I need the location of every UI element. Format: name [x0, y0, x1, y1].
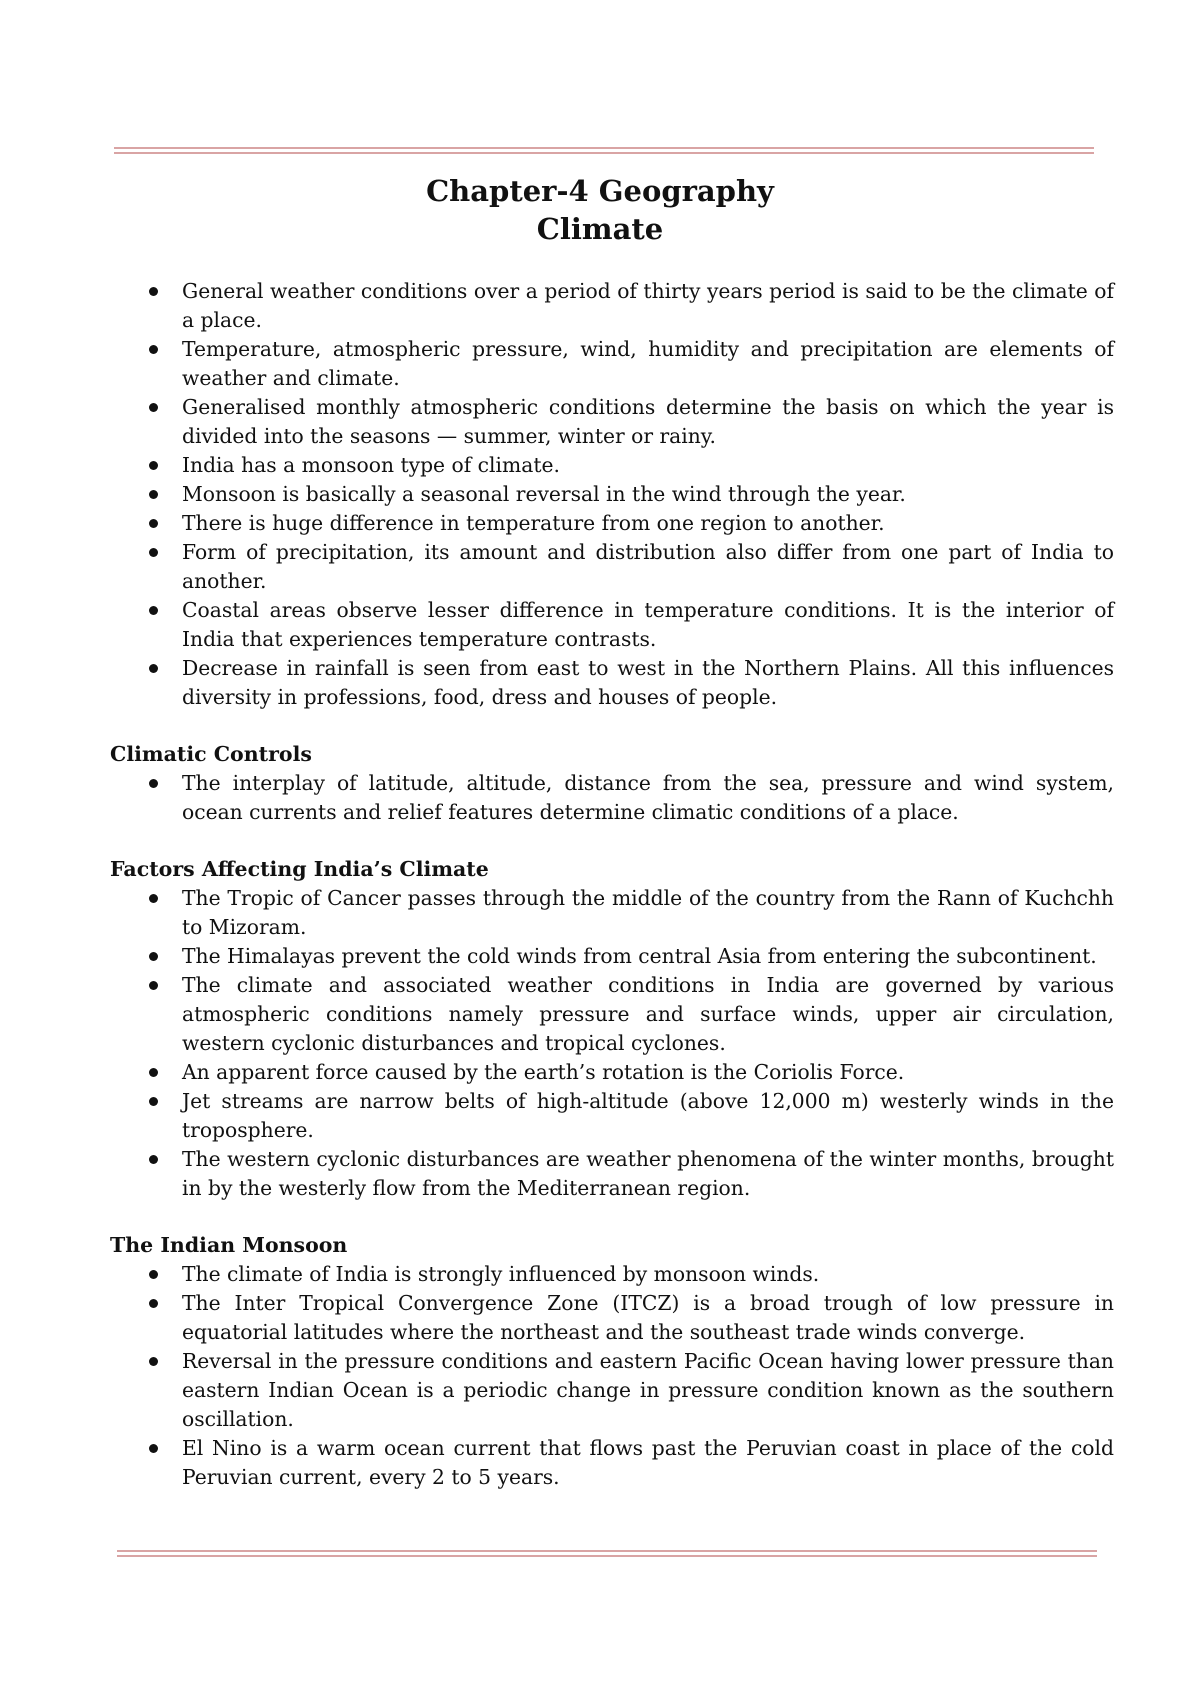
list-item	[110, 480, 1114, 509]
indian-monsoon-list	[110, 1260, 1114, 1492]
list-item	[110, 1058, 1114, 1087]
list-item	[110, 1145, 1114, 1203]
list-item-text: There is huge difference in temperature from one region to another.	[182, 511, 885, 535]
bullet-icon	[149, 1357, 158, 1366]
bullet-icon	[149, 490, 158, 499]
bullet-icon	[149, 952, 158, 961]
list-item	[110, 942, 1114, 971]
bullet-icon	[149, 1068, 158, 1077]
bullet-icon	[149, 779, 158, 788]
list-item	[110, 335, 1114, 393]
list-item	[110, 451, 1114, 480]
list-item-text: The interplay of latitude, altitude, distance from the sea, pressure and wind system, ocean currents and relief features determine climatic conditions of a place.	[182, 771, 1114, 824]
bullet-icon	[149, 345, 158, 354]
bullet-icon	[149, 287, 158, 296]
list-item-text: The western cyclonic disturbances are weather phenomena of the winter months, brought in by the westerly flow from the Mediterranean region.	[182, 1147, 1114, 1200]
list-item-text: The Tropic of Cancer passes through the middle of the country from the Rann of Kuchchh to Mizoram.	[182, 886, 1114, 939]
bottom-divider	[117, 1550, 1097, 1557]
list-item-text: Coastal areas observe lesser difference in temperature conditions. It is the interior of India that experiences temperature contrasts.	[182, 598, 1114, 651]
bullet-icon	[149, 403, 158, 412]
bullet-icon	[149, 664, 158, 673]
list-item	[110, 538, 1114, 596]
list-item-text: The Inter Tropical Convergence Zone (ITCZ) is a broad trough of low pressure in equatorial latitudes where the northeast and the southeast trade winds converge.	[182, 1291, 1114, 1344]
list-item	[110, 393, 1114, 451]
list-item-text: El Nino is a warm ocean current that flows past the Peruvian coast in place of the cold Peruvian current, every 2 to 5 years.	[182, 1436, 1114, 1489]
intro-bullet-list	[110, 277, 1114, 712]
list-item	[110, 971, 1114, 1058]
list-item-text: Decrease in rainfall is seen from east to west in the Northern Plains. All this influences diversity in professions, food, dress and houses of people.	[182, 656, 1114, 709]
list-item	[110, 884, 1114, 942]
list-item-text: India has a monsoon type of climate.	[182, 453, 560, 477]
top-divider	[114, 147, 1094, 154]
section-heading-climatic-controls: Climatic Controls	[110, 742, 312, 766]
section-heading-factors: Factors Affecting India’s Climate	[110, 857, 489, 881]
list-item-text: The climate of India is strongly influenced by monsoon winds.	[182, 1262, 820, 1286]
list-item	[110, 1434, 1114, 1492]
bullet-icon	[149, 1299, 158, 1308]
list-item-text: Jet streams are narrow belts of high-altitude (above 12,000 m) westerly winds in the troposphere.	[182, 1089, 1114, 1142]
bullet-icon	[149, 894, 158, 903]
climatic-controls-list	[110, 769, 1114, 827]
bullet-icon	[149, 606, 158, 615]
bullet-icon	[149, 1155, 158, 1164]
bullet-icon	[149, 1270, 158, 1279]
factors-list	[110, 884, 1114, 1203]
chapter-subtitle: Climate	[536, 212, 664, 246]
bullet-icon	[149, 1444, 158, 1453]
list-item	[110, 1087, 1114, 1145]
list-item-text: Form of precipitation, its amount and distribution also differ from one part of India to another.	[182, 540, 1114, 593]
list-item-text: Generalised monthly atmospheric conditions determine the basis on which the year is divided into the seasons — summer, winter or rainy.	[182, 395, 1114, 448]
list-item-text: An apparent force caused by the earth’s rotation is the Coriolis Force.	[182, 1060, 905, 1084]
list-item	[110, 769, 1114, 827]
section-heading-indian-monsoon: The Indian Monsoon	[110, 1233, 348, 1257]
page-title	[0, 172, 1200, 248]
bullet-icon	[149, 981, 158, 990]
bullet-icon	[149, 461, 158, 470]
list-item	[110, 509, 1114, 538]
list-item-text: The climate and associated weather conditions in India are governed by various atmospheric conditions namely pressure and surface winds, upper air circulation, western cyclonic disturbances and tropical cyclones.	[182, 973, 1114, 1055]
list-item-text: Monsoon is basically a seasonal reversal in the wind through the year.	[182, 482, 906, 506]
list-item-text: Temperature, atmospheric pressure, wind, humidity and precipitation are elements of weather and climate.	[182, 337, 1114, 390]
list-item-text: Reversal in the pressure conditions and eastern Pacific Ocean having lower pressure than eastern Indian Ocean is a periodic change in pressure condition known as the southern oscillation.	[182, 1349, 1114, 1431]
list-item	[110, 654, 1114, 712]
list-item	[110, 1347, 1114, 1434]
list-item	[110, 277, 1114, 335]
bullet-icon	[149, 1097, 158, 1106]
document-body	[110, 277, 1114, 1492]
bullet-icon	[149, 548, 158, 557]
list-item	[110, 1260, 1114, 1289]
bullet-icon	[149, 519, 158, 528]
list-item-text: General weather conditions over a period of thirty years period is said to be the climate of a place.	[182, 279, 1114, 332]
list-item	[110, 596, 1114, 654]
chapter-title: Chapter-4 Geography	[426, 174, 774, 208]
list-item	[110, 1289, 1114, 1347]
list-item-text: The Himalayas prevent the cold winds from central Asia from entering the subcontinent.	[182, 944, 1097, 968]
